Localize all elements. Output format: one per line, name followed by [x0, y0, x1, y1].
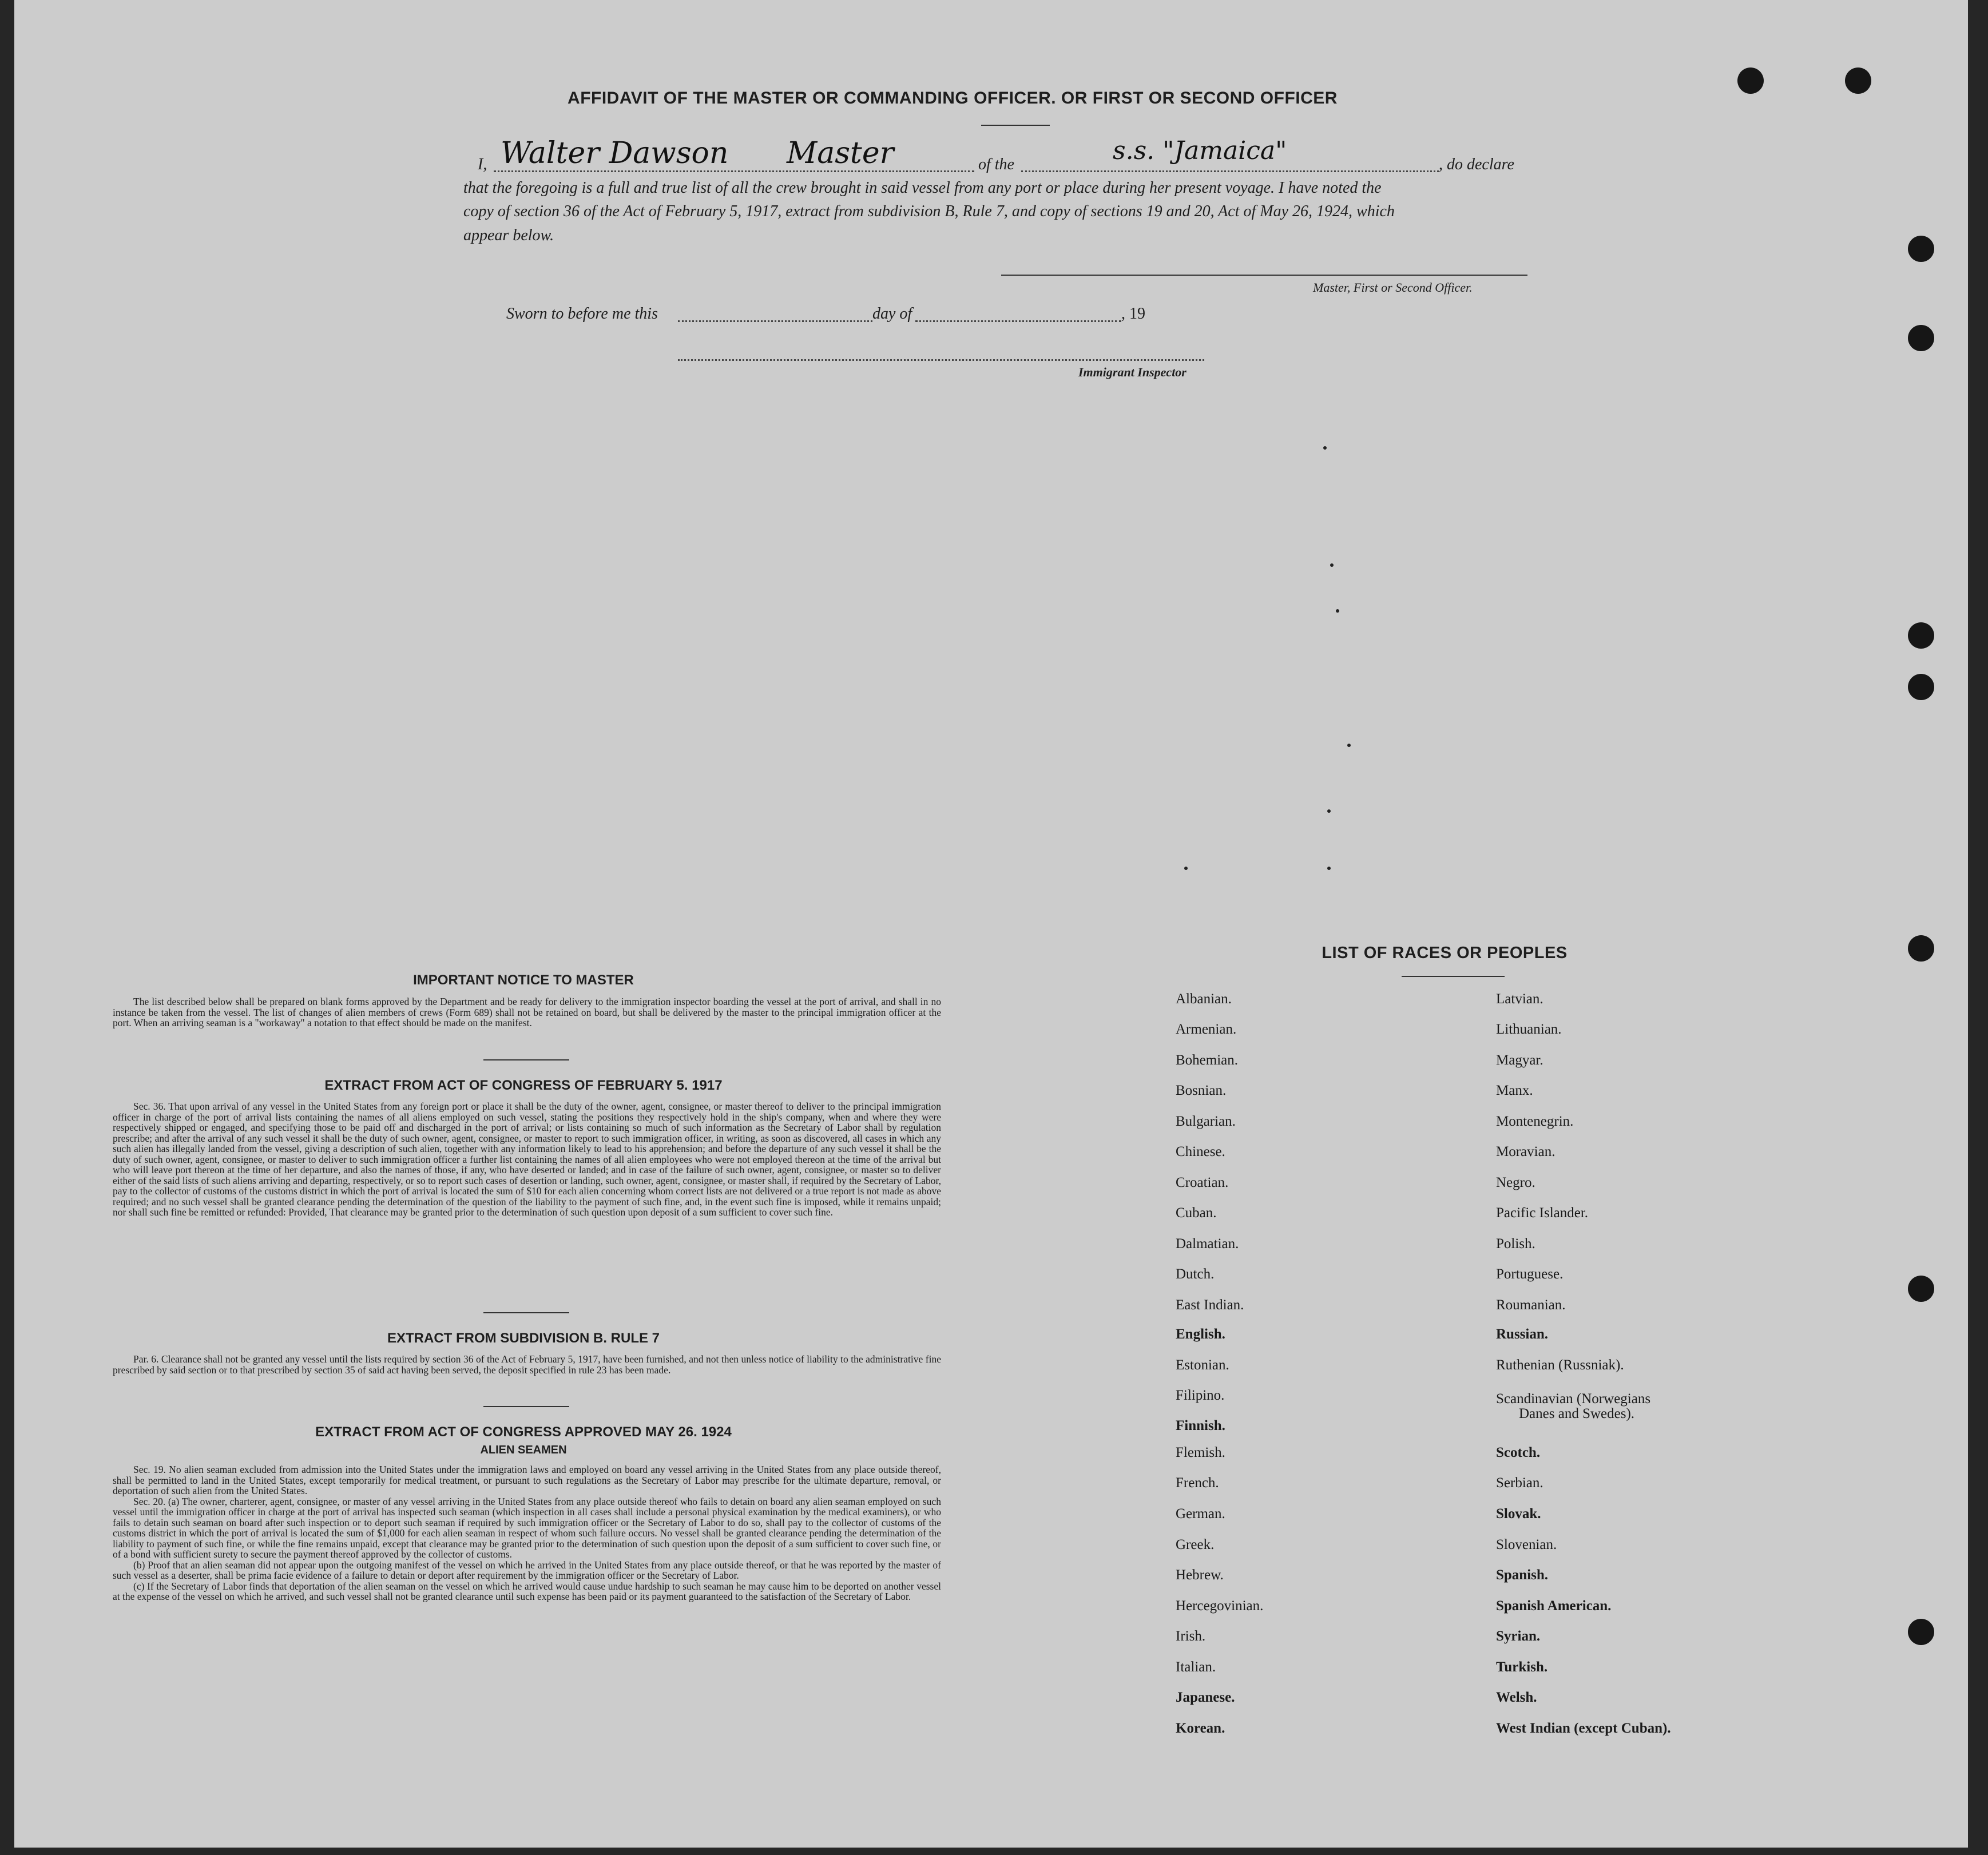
- race-item: Slovenian.: [1496, 1537, 1557, 1552]
- day-of-label: day of: [872, 305, 912, 323]
- race-item: French.: [1176, 1475, 1219, 1491]
- race-item: Albanian.: [1176, 991, 1232, 1007]
- section-20a-paragraph: Sec. 20. (a) The owner, charterer, agent, consignee, or master of any vessel arriving in the United States from any place outside thereof who fails to detain on board any alien seaman employed on such vessel until the immigration officer in charge at the port of arrival has inspected such seaman (which inspection in all cases shall include a personal physical examination by the medical examiners), or who fails to detain such seaman on board after such inspection or to deport such seaman if required by such immigration officer or the Secretary of Labor to do so, shall pay to the collector of customs of the customs district in which the port of arrival is located the sum of $1,000 for each alien seaman in respect of whom such failure occurs. No vessel shall be granted clearance pending the determination of the liability to payment of such fine, or while the fine remains unpaid, except that clearance may be granted prior to the determination of such question upon the deposit of a sum sufficient to cover such fine, or of a bond with sufficient surety to secure the payment thereof approved by the collector of customs.: [113, 1495, 941, 1560]
- race-item: Dalmatian.: [1176, 1236, 1239, 1252]
- signature-line: [1001, 275, 1527, 276]
- race-item: Turkish.: [1496, 1659, 1548, 1675]
- race-item: Syrian.: [1496, 1628, 1541, 1644]
- race-item: Ruthenian (Russniak).: [1496, 1357, 1624, 1373]
- extract-1924-body: [113, 1464, 941, 1602]
- ship-line: [1021, 170, 1439, 172]
- race-item: German.: [1176, 1506, 1225, 1522]
- race-item: Japanese.: [1176, 1690, 1235, 1705]
- race-item: Chinese.: [1176, 1144, 1225, 1159]
- affidavit-line-3: copy of section 36 of the Act of February 5, 1917, extract from subdivision B, Rule 7, and copy of sections 19 and 20, Act of May 26, 1924, which: [463, 202, 1395, 220]
- race-item: Hercegovinian.: [1176, 1598, 1264, 1614]
- race-item: Finnish.: [1176, 1418, 1225, 1433]
- section-divider: [483, 1312, 569, 1313]
- race-item: Hebrew.: [1176, 1567, 1224, 1583]
- race-item: Polish.: [1496, 1236, 1535, 1252]
- sworn-month-line: [915, 320, 1121, 322]
- affidavit-line-2: that the foregoing is a full and true list of all the crew brought in said vessel from any port or place during her present voyage. I have noted the: [463, 179, 1382, 197]
- race-item: English.: [1176, 1326, 1225, 1342]
- race-item: Spanish American.: [1496, 1598, 1612, 1614]
- race-item: Pacific Islander.: [1496, 1205, 1589, 1221]
- binder-hole: [1908, 1619, 1934, 1645]
- notice-heading: IMPORTANT NOTICE TO MASTER: [413, 972, 634, 988]
- bleed-through-speck: [1323, 446, 1327, 450]
- inspector-line: [678, 359, 1204, 361]
- binder-hole: [1908, 622, 1934, 649]
- race-item: Bosnian.: [1176, 1083, 1227, 1098]
- races-heading: LIST OF RACES OR PEOPLES: [1322, 944, 1568, 962]
- race-item: Spanish.: [1496, 1567, 1549, 1583]
- race-item: Dutch.: [1176, 1266, 1215, 1282]
- affidavit-title: AFFIDAVIT OF THE MASTER OR COMMANDING OFFICER. OR FIRST OR SECOND OFFICER: [568, 89, 1338, 108]
- race-item: Flemish.: [1176, 1445, 1225, 1460]
- binder-hole: [1908, 1276, 1934, 1302]
- bleed-through-speck: [1347, 744, 1351, 747]
- race-item: Slovak.: [1496, 1506, 1541, 1522]
- race-item: Scotch.: [1496, 1445, 1541, 1460]
- section-36-paragraph: Sec. 36. That upon arrival of any vessel in the United States from any foreign port or place it shall be the duty of the owner, agent, consignee, or master thereof to deliver to the principal immigration officer in charge of the port of arrival lists containing the names of all aliens employed on such vessel, stating the positions they respectively hold in the ship's company, when and where they were respectively shipped or engaged, and specifying those to be paid off and discharged in the port of arrival; or lists containing so much of such information as the Secretary of Labor shall by regulation prescribe; and after the arrival of any such vessel it shall be the duty of such owner, agent, consignee, or master to report to such immigration officer, in writing, as soon as discovered, all cases in which any such alien has illegally landed from the vessel, giving a description of such alien, together with any information likely to lead to his apprehension; and before the departure of any such vessel it shall be the duty of such owner, agent, consignee, or master to deliver to such immigration officer a further list containing the names of all alien employees who were not employed thereon at the time of the arrival but who will leave port thereon at the time of her departure, and also the names of those, if any, who have deserted or landed; and in case of the failure of such owner, agent, consignee, or master so to deliver either of the said lists of such aliens arriving and departing, respectively, or so to report such cases of desertion or landing, such owner, agent, consignee, or master shall, if required by the Secretary of Labor, pay to the collector of customs of the customs district in which the port of arrival is located the sum of $10 for each alien concerning whom correct lists are not delivered or a true report is not made as above required; and no such vessel shall be granted clearance pending the determination of the question of the liability to the payment of such fine, and, in the event such fine is imposed, while it remains unpaid; nor shall such fine be remitted or refunded: Provided, That clearance may be granted prior to the determination of such question upon deposit of a sum sufficient to cover such fine.: [113, 1101, 941, 1218]
- race-item: Armenian.: [1176, 1022, 1237, 1037]
- race-item: Danes and Swedes).: [1519, 1406, 1635, 1421]
- race-item: Roumanian.: [1496, 1297, 1566, 1313]
- section-20c-paragraph: (c) If the Secretary of Labor finds that deportation of the alien seaman on the vessel on which he arrived would cause undue hardship to such seaman he may cause him to be deported on another vessel at the expense of the vessel on which he arrived, and such vessel shall not be granted clearance until such expense has been paid or its payment guaranteed to the satisfaction of the Secretary of Labor.: [113, 1580, 941, 1602]
- bleed-through-speck: [1330, 563, 1334, 567]
- master-name-handwritten: Walter Dawson: [501, 136, 729, 170]
- race-item: Italian.: [1176, 1659, 1216, 1675]
- affidavit-prefix: I,: [478, 156, 487, 173]
- section-20b-paragraph: (b) Proof that an alien seaman did not appear upon the outgoing manifest of the vessel on which he arrived in the United States from any place outside thereof, or that he was reported by the master of such vessel as a deserter, shall be prima facie evidence of a failure to detain or deport after requirement by the immigration officer or the Secretary of Labor.: [113, 1559, 941, 1581]
- section-19-paragraph: Sec. 19. No alien seaman excluded from admission into the United States under the immigration laws and employed on board any vessel arriving in the United States from any place outside thereof, shall be permitted to land in the United States, except temporarily for medical treatment, or pursuant to such regulations as the Secretary of Labor may prescribe for the ultimate departure, removal, or deportation of such alien from the United States.: [113, 1464, 941, 1496]
- affidavit-line-4: appear below.: [463, 227, 554, 244]
- binder-hole: [1908, 674, 1934, 700]
- race-item: Croatian.: [1176, 1175, 1229, 1190]
- name-line: [494, 170, 974, 172]
- race-item: Russian.: [1496, 1326, 1549, 1342]
- extract-rule7-body: [113, 1354, 941, 1375]
- section-divider: [483, 1406, 569, 1407]
- bleed-through-speck: [1184, 867, 1188, 870]
- binder-hole: [1908, 935, 1934, 962]
- race-item: Welsh.: [1496, 1690, 1537, 1705]
- race-item: Scandinavian (Norwegians: [1496, 1391, 1651, 1407]
- race-item: Portuguese.: [1496, 1266, 1564, 1282]
- race-item: Serbian.: [1496, 1475, 1543, 1491]
- binder-hole: [1737, 67, 1764, 94]
- binder-hole: [1908, 325, 1934, 351]
- race-item: Greek.: [1176, 1537, 1215, 1552]
- title-rule: [981, 125, 1050, 126]
- race-item: East Indian.: [1176, 1297, 1244, 1313]
- sworn-label: Sworn to before me this: [506, 305, 658, 323]
- race-item: Manx.: [1496, 1083, 1533, 1098]
- bleed-through-speck: [1327, 809, 1331, 813]
- race-item: Montenegrin.: [1496, 1114, 1574, 1129]
- extract-1924-heading: EXTRACT FROM ACT OF CONGRESS APPROVED MAY 26. 1924: [315, 1424, 732, 1440]
- race-item: Estonian.: [1176, 1357, 1229, 1373]
- signature-caption: Master, First or Second Officer.: [1313, 280, 1473, 295]
- binder-hole: [1845, 67, 1871, 94]
- bleed-through-speck: [1336, 609, 1339, 613]
- race-item: Bulgarian.: [1176, 1114, 1236, 1129]
- race-item: Cuban.: [1176, 1205, 1217, 1221]
- race-item: Filipino.: [1176, 1388, 1225, 1403]
- alien-seamen-subheading: ALIEN SEAMEN: [480, 1444, 567, 1456]
- master-rank-handwritten: Master: [787, 136, 894, 170]
- race-item: Korean.: [1176, 1721, 1225, 1736]
- extract-1917-heading: EXTRACT FROM ACT OF CONGRESS OF FEBRUARY 5. 1917: [324, 1078, 723, 1093]
- extract-1917-body: [113, 1101, 941, 1218]
- document-sheet: [14, 0, 1968, 1848]
- ship-name-handwritten: s.s. "Jamaica": [1113, 136, 1287, 165]
- races-heading-rule: [1402, 976, 1505, 977]
- notice-paragraph: The list described below shall be prepared on blank forms approved by the Department and be ready for delivery to the immigration inspector boarding the vessel at the port of arrival, and shall in no instance be taken from the vessel. The list of changes of alien members of crews (Form 689) shall not be retained on board, but shall be delivered by the master to the principal immigration officer at the port. When an arriving seaman is a "workaway" a notation to that effect should be made on the manifest.: [113, 996, 941, 1028]
- race-item: Bohemian.: [1176, 1052, 1239, 1068]
- race-item: Magyar.: [1496, 1052, 1543, 1068]
- inspector-caption: Immigrant Inspector: [1078, 365, 1187, 379]
- race-item: Moravian.: [1496, 1144, 1556, 1159]
- binder-hole: [1908, 236, 1934, 262]
- bleed-through-speck: [1327, 867, 1331, 870]
- extract-rule7-heading: EXTRACT FROM SUBDIVISION B. RULE 7: [387, 1330, 660, 1346]
- race-item: Latvian.: [1496, 991, 1543, 1007]
- section-divider: [483, 1059, 569, 1060]
- race-item: Irish.: [1176, 1628, 1206, 1644]
- notice-body: [113, 996, 941, 1028]
- year-prefix: , 19: [1121, 305, 1145, 323]
- race-item: West Indian (except Cuban).: [1496, 1721, 1671, 1736]
- of-the-label: of the: [978, 156, 1014, 173]
- race-item: Lithuanian.: [1496, 1022, 1562, 1037]
- race-item: Negro.: [1496, 1175, 1535, 1190]
- do-declare-label: , do declare: [1439, 156, 1514, 173]
- par-6-paragraph: Par. 6. Clearance shall not be granted any vessel until the lists required by section 36 of the Act of February 5, 1917, have been furnished, and not then unless notice of liability to the administrative fine prescribed by said section or to that prescribed by section 35 of said act having been served, the deposit specified in rule 23 has been made.: [113, 1353, 941, 1376]
- sworn-day-line: [678, 320, 872, 322]
